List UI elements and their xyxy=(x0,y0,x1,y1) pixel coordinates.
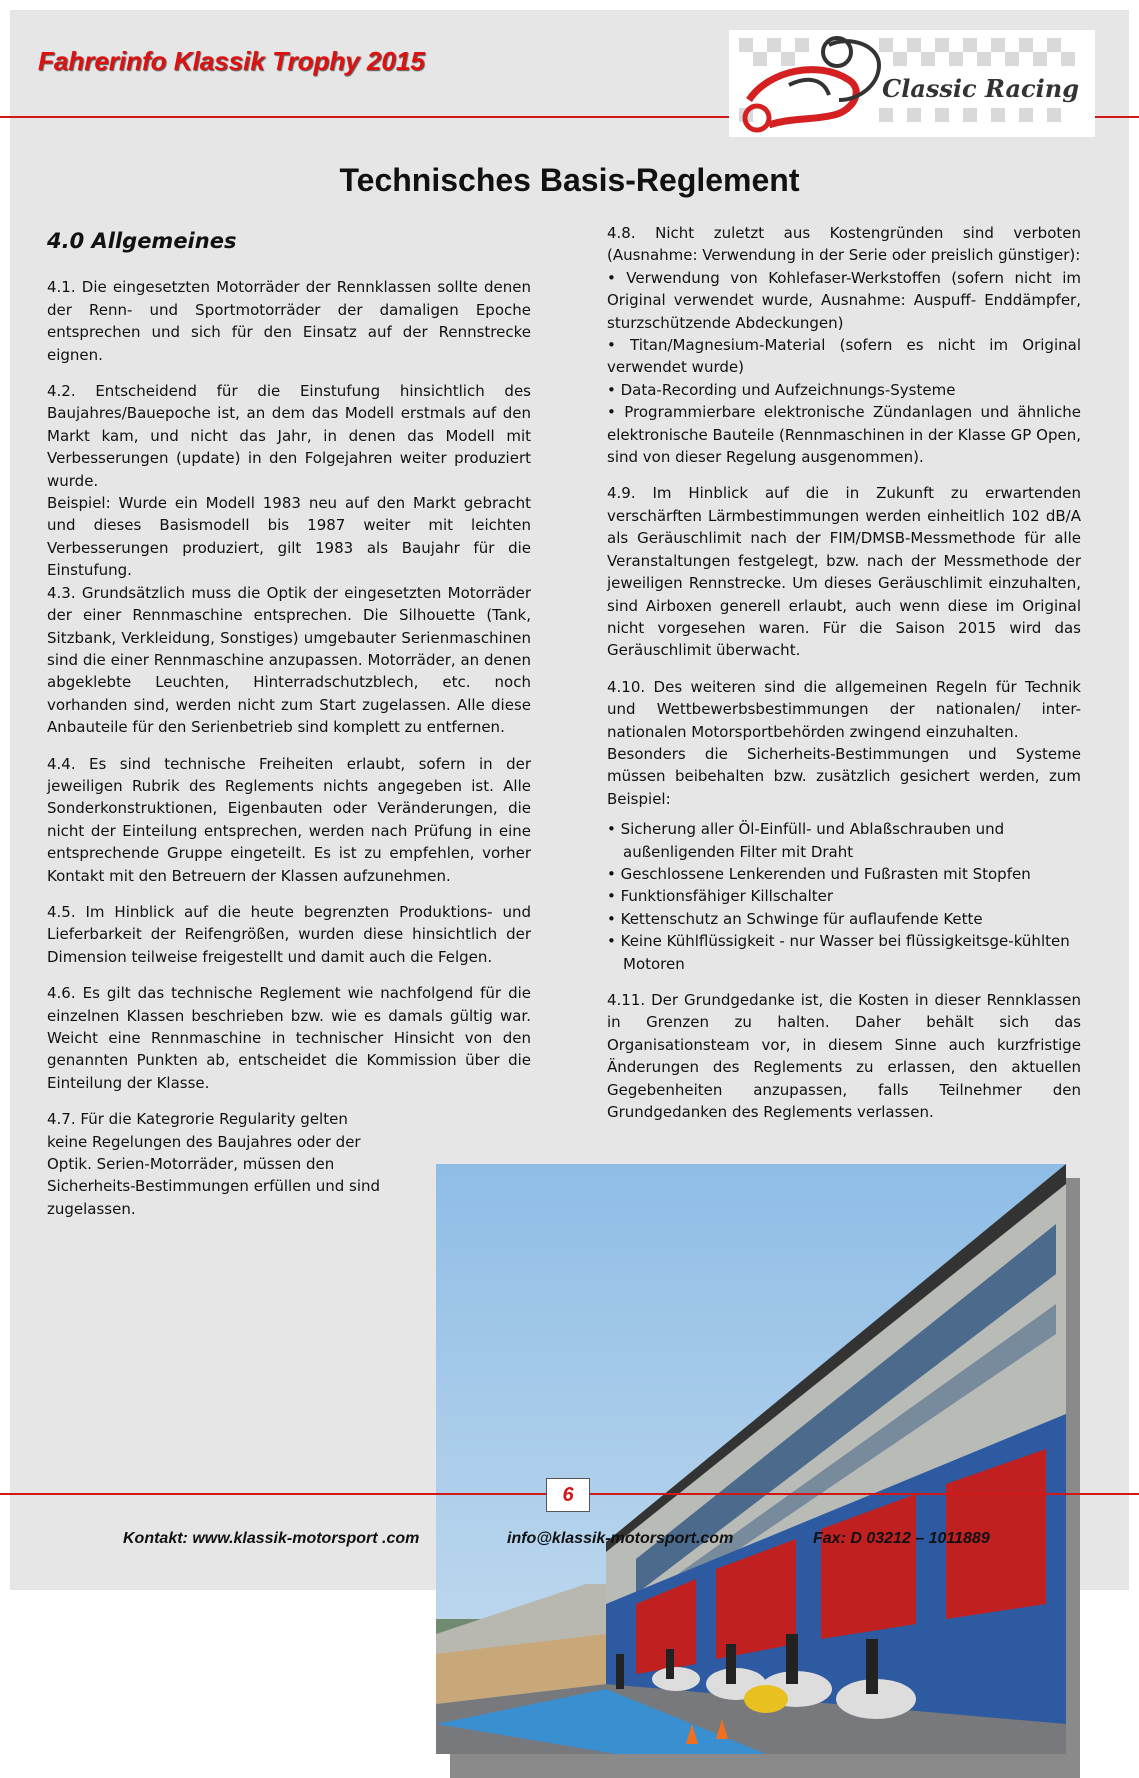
page-title: Technisches Basis-Reglement xyxy=(339,162,800,198)
list-item: • Titan/Magnesium-Material (sofern es nicht im Original verwendet wurde) xyxy=(607,336,1081,377)
right-column xyxy=(607,222,1081,1123)
header-title: Fahrerinfo Klassik Trophy 2015 xyxy=(38,46,425,76)
page-number: 6 xyxy=(546,1478,590,1512)
paragraph-4-7: 4.7. Für die Kategrorie Regularity gelten keine Regelungen des Baujahres oder der Optik. Serien-Motorräder, müssen den Sicherheits-Bestimmungen erfüllen und sind zugelassen. xyxy=(47,1110,381,1218)
footer-contact: Kontakt: www.klassik-motorsport .com xyxy=(123,1530,420,1547)
list-item: • Sicherung aller Öl-Einfüll- und Ablaßschrauben und außenligenden Filter mit Draht xyxy=(607,820,1005,861)
list-item: • Geschlossene Lenkerenden und Fußrasten mit Stopfen xyxy=(607,864,1031,883)
section-heading: 4.0 Allgemeines xyxy=(47,229,237,253)
paragraph-4-10-example: Besonders die Sicherheits-Bestimmungen und Systeme müssen beibehalten bzw. zusätzlich gesichert werden, zum Beispiel: xyxy=(607,744,1081,808)
paragraph-4-8: 4.8. Nicht zuletzt aus Kostengründen sind verboten (Ausnahme: Verwendung in der Serie oder preislich günstiger): xyxy=(607,224,1081,265)
list-item: • Data-Recording und Aufzeichnungs-Systeme xyxy=(607,380,956,399)
paragraph-4-2: 4.2. Entscheidend für die Einstufung hinsichtlich des Baujahres/Bauepoche ist, an dem das Modell erstmals auf den Markt kam, und nicht das Jahr, in denen das Modell mit Verbesserungen (update) in den Folgejahren weiter produziert wurde. xyxy=(47,382,531,490)
footer-divider-right xyxy=(589,1493,1139,1495)
list-item: • Verwendung von Kohlefaser-Werkstoffen (sofern nicht im Original verwendet wurde, Ausnahme: Auspuff- Enddämpfer, sturzschützende Abdeckungen) xyxy=(607,268,1081,332)
paragraph-4-6: 4.6. Es gilt das technische Reglement wie nachfolgend für die einzelnen Klassen beschrieben bzw. wie es damals gültig war. Weicht eine Rennmaschine in technischer Hinsicht von den genannten Punkten ab, entscheidet die Kommission über die Einteilung der Klasse. xyxy=(47,984,531,1092)
list-item: • Kettenschutz an Schwinge für auflaufende Kette xyxy=(607,909,983,928)
header-divider-left xyxy=(0,116,729,118)
paragraph-4-5: 4.5. Im Hinblick auf die heute begrenzten Produktions- und Lieferbarkeit der Reifengrößen, wurden diese hinsichtlich der Dimension teilweise freigestellt und damit auch die Felgen. xyxy=(47,902,531,966)
list-item: • Keine Kühlflüssigkeit - nur Wasser bei flüssigkeitsge-kühlten Motoren xyxy=(607,932,1070,973)
pitlane-photo xyxy=(436,1164,1066,1754)
paragraph-4-2-example: Beispiel: Wurde ein Modell 1983 neu auf den Markt gebracht und dieses Basismodell bis 1987 weiter mit leichten Verbesserungen produziert, gilt 1983 als Baujahr für die Einstufung. xyxy=(47,494,531,580)
paragraph-4-4: 4.4. Es sind technische Freiheiten erlaubt, sofern in der jeweiligen Rubrik des Reglements nichts angegeben ist. Alle Sonderkonstruktionen, Eigenbauten oder Veränderungen, die nicht der Einteilung entsprechen, werden nach Prüfung in eine entsprechende Gruppe eingeteilt. Es ist zu empfehlen, vorher Kontakt mit den Betreuern der Klassen aufzunehmen. xyxy=(47,754,531,885)
list-item: • Funktionsfähiger Killschalter xyxy=(607,887,834,906)
paragraph-4-1: 4.1. Die eingesetzten Motorräder der Rennklassen sollte denen der Renn- und Sportmotorräder der damaligen Epoche entsprechen und sich für den Einsatz auf der Rennstrecke eignen. xyxy=(47,278,531,364)
safety-list xyxy=(607,818,1081,975)
logo-text: Classic Racing xyxy=(882,74,1079,103)
footer-fax: Fax: D 03212 – 1011889 xyxy=(813,1530,990,1547)
paragraph-4-3: 4.3. Grundsätzlich muss die Optik der eingesetzten Motorräder der einer Rennmaschine entsprechen. Die Silhouette (Tank, Sitzbank, Verkleidung, Sonstiges) umgebauter Serienmaschinen sind die einer Rennmaschine anzupassen. Motorräder, an denen abgeklebte Leuchten, Hinterradschutzblech, etc. noch vorhanden sind, werden nicht zum Start zugelassen. Alle diese Anbauteile für den Serienbetrieb sind komplett zu entfernen. xyxy=(47,583,531,737)
paragraph-4-9: 4.9. Im Hinblick auf die in Zukunft zu erwartenden verschärften Lärmbestimmungen werden einheitlich 102 dB/A als Geräuschlimit nach der FIM/DMSB-Messmethode für alle Veranstaltungen festgelegt, bzw. nach der Messmethode der jeweiligen Rennstrecke. Um dieses Geräuschlimit einzuhalten, sind Airboxen generell erlaubt, auch wenn diese im Original nicht vorgesehen waren. Für die Saison 2015 wird das Geräuschlimit überwacht. xyxy=(607,484,1081,660)
header-divider-right xyxy=(1095,116,1139,118)
left-column xyxy=(47,230,531,1220)
paragraph-4-11: 4.11. Der Grundgedanke ist, die Kosten in dieser Rennklassen in Grenzen zu halten. Daher behält sich das Organisationsteam vor, in diesem Sinne auch kurzfristige Änderungen des Reglements zu erlassen, den aktuellen Gegebenheiten anzupassen, falls Teilnehmer den Grundgedanken des Reglements verlassen. xyxy=(607,991,1081,1122)
footer-divider-left xyxy=(0,1493,546,1495)
list-item: • Programmierbare elektronische Zündanlagen und ähnliche elektronische Bauteile (Rennmaschinen in der Klasse GP Open, sind von dieser Regelung ausgenommen). xyxy=(607,403,1081,467)
paragraph-4-10: 4.10. Des weiteren sind die allgemeinen Regeln für Technik und Wettbewerbsbestimmungen der nationalen/ inter-nationalen Motorsportbehörden zwingend einzuhalten. xyxy=(607,677,1081,741)
pitlane-photo-graphic xyxy=(436,1164,1066,1754)
footer-email: info@klassik-motorsport.com xyxy=(507,1530,734,1547)
classic-racing-logo xyxy=(729,30,1095,137)
